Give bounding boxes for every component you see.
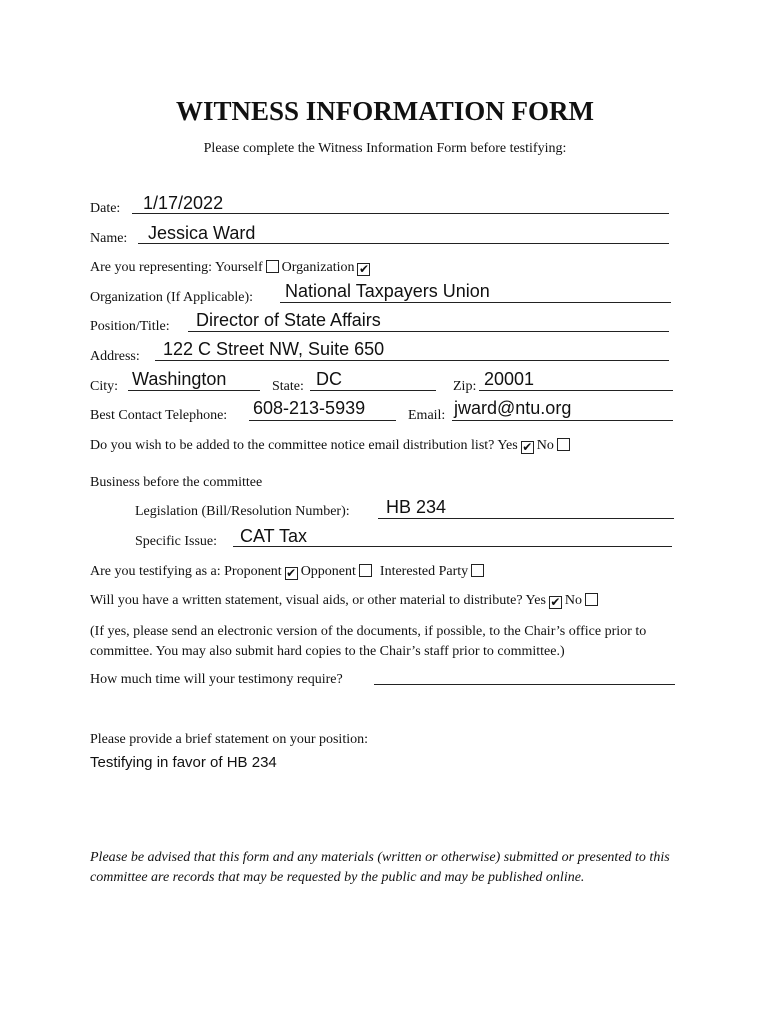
notice-label: Do you wish to be added to the committee notice email distribution list? Yes	[90, 438, 518, 453]
name-label: Name:	[90, 231, 128, 246]
organization-underline	[280, 302, 671, 303]
position-underline	[188, 331, 669, 332]
organization-option-label: Organization	[281, 260, 355, 275]
state-label: State:	[272, 379, 304, 394]
name-field[interactable]: Jessica Ward	[148, 223, 256, 243]
time-underline	[374, 684, 675, 685]
legislation-label: Legislation (Bill/Resolution Number):	[135, 504, 350, 519]
zip-underline	[479, 390, 673, 391]
email-label: Email:	[408, 408, 446, 423]
legislation-underline	[378, 518, 674, 519]
zip-label: Zip:	[453, 379, 477, 394]
interested-party-checkbox[interactable]	[471, 564, 484, 577]
address-underline	[155, 360, 669, 361]
notice-no-checkbox[interactable]	[557, 438, 570, 451]
disclaimer-text: Please be advised that this form and any materials (written or otherwise) submitted or presented to this committee are records that may be requested by the public and may be published online.	[90, 850, 670, 885]
statement-label: Please provide a brief statement on your position:	[90, 732, 368, 747]
email-underline	[452, 420, 673, 421]
city-field[interactable]: Washington	[132, 369, 227, 389]
state-field[interactable]: DC	[316, 369, 342, 389]
testifying-label: Are you testifying as a: Proponent	[90, 564, 282, 579]
notice-row	[90, 438, 573, 454]
notice-yes-checkbox[interactable]: ✔	[522, 440, 533, 454]
interested-party-label: Interested Party	[379, 564, 469, 579]
written-no-checkbox[interactable]	[585, 593, 598, 606]
phone-label: Best Contact Telephone:	[90, 408, 228, 423]
written-row	[90, 593, 601, 609]
issue-underline	[233, 546, 672, 547]
representing-label: Are you representing: Yourself	[90, 260, 263, 275]
phone-field[interactable]: 608-213-5939	[253, 398, 366, 418]
opponent-label: Opponent	[300, 564, 356, 579]
business-heading: Business before the committee	[90, 475, 263, 490]
address-field[interactable]: 122 C Street NW, Suite 650	[163, 339, 385, 359]
testifying-row	[90, 564, 487, 580]
organization-label: Organization (If Applicable):	[90, 290, 254, 305]
written-yes-checkbox[interactable]: ✔	[550, 595, 561, 609]
address-label: Address:	[90, 349, 140, 364]
form-subtitle: Please complete the Witness Information Form before testifying:	[203, 141, 567, 156]
notice-no-label: No	[536, 438, 554, 453]
city-label: City:	[90, 379, 119, 394]
city-underline	[128, 390, 260, 391]
phone-underline	[249, 420, 396, 421]
statement-field[interactable]: Testifying in favor of HB 234	[90, 754, 277, 771]
date-field[interactable]: 1/17/2022	[143, 193, 224, 213]
date-underline	[132, 213, 669, 214]
issue-field[interactable]: CAT Tax	[240, 526, 308, 546]
proponent-checkbox[interactable]: ✔	[286, 566, 297, 580]
issue-label: Specific Issue:	[135, 534, 218, 549]
written-no-label: No	[564, 593, 583, 608]
zip-field[interactable]: 20001	[484, 369, 535, 389]
date-label: Date:	[90, 201, 121, 216]
form-title: WITNESS INFORMATION FORM	[175, 96, 595, 126]
representing-row	[90, 260, 373, 276]
yourself-checkbox[interactable]	[266, 260, 279, 273]
name-underline	[138, 243, 669, 244]
opponent-checkbox[interactable]	[359, 564, 372, 577]
position-label: Position/Title:	[90, 319, 170, 334]
written-label: Will you have a written statement, visual aids, or other material to distribute? Yes	[90, 593, 546, 608]
position-field[interactable]: Director of State Affairs	[196, 310, 381, 330]
state-underline	[310, 390, 436, 391]
organization-field[interactable]: National Taxpayers Union	[285, 281, 490, 301]
email-field[interactable]: jward@ntu.org	[454, 398, 572, 418]
organization-checkbox[interactable]: ✔	[358, 262, 370, 276]
if-yes-instructions: (If yes, please send an electronic version of the documents, if possible, to the Chair’s office prior to committee. You may also submit hard copies to the Chair’s staff prior to committee.)	[90, 624, 647, 659]
legislation-field[interactable]: HB 234	[386, 497, 447, 517]
time-label: How much time will your testimony require?	[90, 672, 343, 687]
